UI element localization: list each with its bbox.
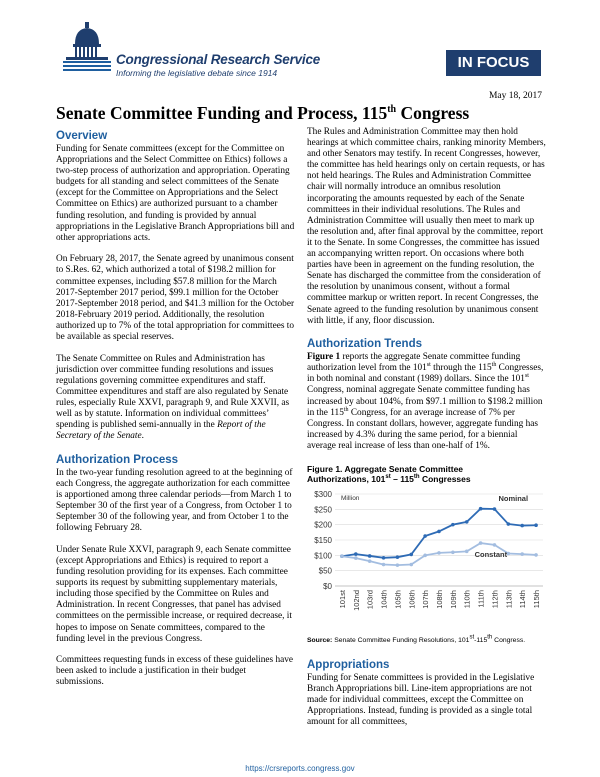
x-tick-label: 108th <box>435 590 444 609</box>
overview-p3-text: The Senate Committee on Rules and Administration has jurisdiction over committee funding resolutions and issues regulations governing committee expenditures and staff. Committee expenditures and staff are also regulated by Senate rules, especially Rule XXVI, paragraph 9, and Rule XXVII, as well as by statute. Information on individual committees’ spending is published semi-annually in the <box>56 353 290 431</box>
data-point-constant <box>493 543 497 547</box>
authorization-process-heading: Authorization Process <box>56 453 179 466</box>
data-point-nominal <box>423 534 427 538</box>
trend-sup-3: st <box>524 373 529 380</box>
source-text: Senate Committee Funding Resolutions, 101 <box>332 637 470 645</box>
data-point-nominal <box>451 523 455 527</box>
x-tick-label: 105th <box>393 590 403 609</box>
figure-title-line1: Figure 1. Aggregate Senate Committee <box>307 464 464 475</box>
data-point-nominal <box>493 507 497 511</box>
overview-heading: Overview <box>56 130 108 142</box>
trend-text-1: reports the aggregate Senate committee funding authorization level from the 101 <box>307 352 521 374</box>
x-tick-label: 113th <box>504 590 514 609</box>
in-focus-badge: IN FOCUS <box>446 50 541 76</box>
rules-paragraph: The Rules and Administration Committee may then hold hearings at which committee chairs, ranking minority Members, and other Senators may testify. In recent Congresses, however, the committee has held hearings only on certain requests, or has not held hearings. The Rules and Administration Committee chair will normally introduce an omnibus resolution incorporating the amounts requested by each of the Senate committees in their individual resolutions. The Rules and Administration Committee will usually then meet to mark up the resolution and, after final approval by the committee, report it to the Senate. In some Congresses, the committee has issued an accompanying written report. On occasions where both parties have been in agreement on the funding resolution, the Senate has discharged the committee from the consideration of the resolution by unanimous consent, without a formal committee markup or written report. In recent Congresses, the Senate agreed to the funding resolution by unanimous consent with little, if any, floor discussion. <box>307 127 546 326</box>
y-tick-label: $200 <box>314 520 332 530</box>
org-header <box>116 52 320 78</box>
appropriations-heading: Appropriations <box>307 658 390 671</box>
figure-title-b: Authorizations, 101 <box>307 474 386 485</box>
data-point-nominal <box>437 530 441 534</box>
overview-paragraph-2: On February 28, 2017, the Senate agreed by unanimous consent to S.Res. 62, which authorized a total of $198.2 million for committee expenses, including $57.8 million for the March 2017-September 2017 period, $99.1 million for the October 2017-September 2018 period, and $41.3 million for the October 2018-February 2019 period. Additionally, the resolution authorized up to 7% of the total appropriation for committees to be available as special reserves. <box>56 254 295 342</box>
x-tick-label: 104th <box>379 590 389 609</box>
data-point-nominal <box>479 507 483 511</box>
figure-title <box>307 464 547 484</box>
data-point-nominal <box>520 524 524 528</box>
source-mid: -115 <box>474 637 488 645</box>
series-label-constant: Constant <box>474 550 508 560</box>
source-sup1: st <box>469 634 475 641</box>
data-point-nominal <box>354 552 358 556</box>
data-point-constant <box>479 541 483 545</box>
data-point-nominal <box>465 520 469 524</box>
auth-process-paragraph-1: In the two-year funding resolution agreed to at the beginning of each Congress, the aggregate authorization for each committee is apportioned among three calendar periods—from March 1 to September 30 of the first year of a Congress, from October 1 to September 30 of the following year, and from October 1 to the following February 28. <box>56 467 293 534</box>
title-sup: th <box>387 104 397 116</box>
data-point-constant <box>437 551 441 555</box>
trend-text-5: Congress, for an average increase of 7% per Congress. In constant dollars, however, aggregate funding has increased by 4.3% during the same period, for a biennial average real increase of less than one-half of 1%. <box>307 407 538 451</box>
x-tick-label: 110th <box>462 590 472 609</box>
trend-sup-1: st <box>426 362 431 369</box>
source-sup2: th <box>487 634 493 641</box>
x-tick-label: 115th <box>532 590 542 609</box>
data-point-constant <box>534 553 538 557</box>
data-point-constant <box>396 563 400 567</box>
y-tick-label: $150 <box>314 536 332 546</box>
series-label-nominal: Nominal <box>498 494 529 504</box>
figure-title-c: – 115 <box>390 474 414 485</box>
x-tick-label: 109th <box>448 590 458 609</box>
trend-text-3: Congresses, in both nominal and constant (1989) dollars. Since the 101 <box>307 363 544 385</box>
appropriations-paragraph: Funding for Senate committees is provided in the Legislative Branch Appropriations bill. Line-item appropriations are not made for individual committees, except the Committee on Appropriations. Instead, funding is provided as a single total amount for all committees, <box>307 672 535 727</box>
auth-process-paragraph-3: Committees requesting funds in excess of these guidelines have been asked to include a justification in their budget submissions. <box>56 655 294 688</box>
data-point-nominal <box>396 555 400 559</box>
x-tick-label: 101st <box>337 590 347 609</box>
org-name: Congressional Research Service <box>116 52 321 67</box>
report-title: Report of the Secretary of the Senate <box>56 420 266 442</box>
data-point-nominal <box>534 523 538 527</box>
data-point-nominal <box>507 522 511 526</box>
source-end: Congress. <box>492 637 526 645</box>
data-point-constant <box>368 559 372 563</box>
org-tagline: Informing the legislative debate since 1914 <box>116 68 278 78</box>
data-point-constant <box>423 554 427 558</box>
x-tick-label: 111th <box>476 590 486 608</box>
overview-p3-end: . <box>141 431 144 442</box>
trend-text-4: Congress, nominal aggregate Senate committee funding has increased by about 104%, from $97.1 million to $198.2 million in the 115 <box>307 385 543 418</box>
figure-source <box>307 636 547 646</box>
x-tick-label: 102nd <box>351 590 361 611</box>
y-tick-label: $100 <box>314 551 332 561</box>
right-column <box>307 127 547 739</box>
x-tick-label: 112th <box>490 590 500 609</box>
trend-sup-2: th <box>491 362 497 369</box>
x-tick-label: 107th <box>421 590 431 609</box>
y-axis-unit-label: Million <box>341 495 360 503</box>
overview-paragraph-3 <box>56 354 296 443</box>
y-tick-label: $50 <box>318 566 332 576</box>
data-point-constant <box>520 552 524 556</box>
figure-title-sup1: st <box>385 474 391 481</box>
footer-url[interactable]: https://crsreports.congress.gov <box>245 764 355 773</box>
data-point-constant <box>465 550 469 554</box>
x-tick-label: 103rd <box>365 590 375 610</box>
title-text: Senate Committee Funding and Process, 115 <box>56 103 388 123</box>
data-point-constant <box>340 554 344 558</box>
data-point-nominal <box>409 553 413 557</box>
y-tick-label: $300 <box>314 490 332 500</box>
data-point-constant <box>409 563 413 567</box>
figure-title-sup2: th <box>413 474 420 481</box>
title-tail: Congress <box>396 103 470 123</box>
overview-paragraph-1: Funding for Senate committees (except for the Committee on Appropriations and the Select Committee on Ethics) follows a two-step process of authorization and appropriation. Operating budgets for all standing and select committees of the Senate (except for the Committee on Appropriations and the Select Committee on Ethics) are authorized pursuant to a chamber funding resolution, and funding is provided by annual appropriations in the Legislative Branch Appropriations bill and other appropriations acts. <box>56 144 295 243</box>
auth-process-paragraph-2: Under Senate Rule XXVI, paragraph 9, each Senate committee (except Appropriations and Ethics) is required to report a funding resolution providing for its expenses. Each committee supports its request by submitting supplementary materials, including those specified by the Committee on Rules and Administration. In recent Congresses, that panel has advised committees on the permissible increase, or required decrease, it hopes to impose on Senate committees, compared to the funding level in the previous Congress. <box>56 544 292 644</box>
data-point-nominal <box>368 554 372 558</box>
figure-title-d: Congresses <box>419 474 471 485</box>
capitol-dome-icon <box>62 20 112 76</box>
data-point-constant <box>451 550 455 554</box>
trend-text-2: through the 115 <box>430 363 492 374</box>
data-point-nominal <box>382 556 386 560</box>
publication-date: May 18, 2017 <box>488 91 542 101</box>
auth-trends-paragraph <box>307 352 547 452</box>
source-label: Source: <box>307 637 333 645</box>
y-tick-label: $250 <box>314 505 332 515</box>
authorization-trends-heading: Authorization Trends <box>307 338 422 351</box>
figure-reference: Figure 1 <box>307 352 341 363</box>
page-title <box>56 103 469 124</box>
data-point-constant <box>354 556 358 560</box>
y-tick-label: $0 <box>323 582 332 592</box>
x-tick-label: 114th <box>518 590 528 609</box>
trend-sup-4: th <box>343 406 349 413</box>
data-point-constant <box>382 563 386 567</box>
x-tick-label: 106th <box>407 590 417 609</box>
left-column <box>56 127 296 699</box>
funding-line-chart <box>307 486 547 626</box>
